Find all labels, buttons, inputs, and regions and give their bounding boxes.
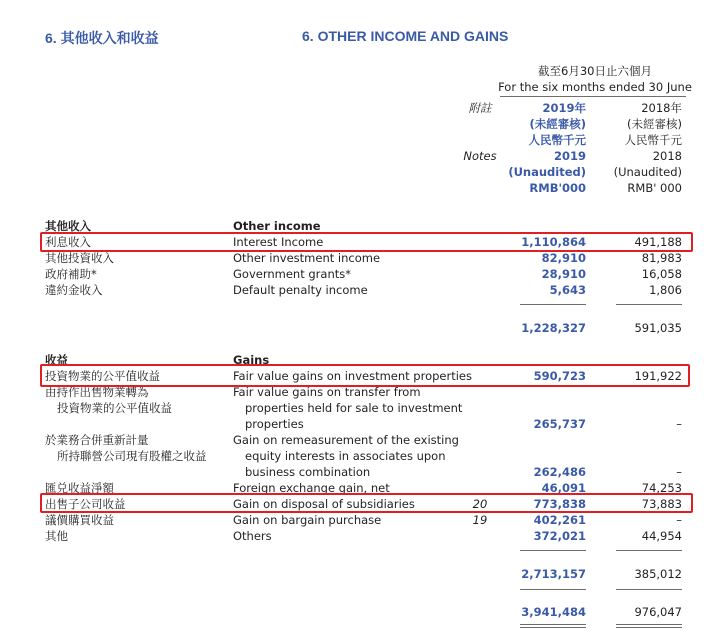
- double-rule-2019-b: [520, 627, 586, 628]
- row-value-2019: 372,021: [533, 529, 586, 543]
- col2019-unaudited-en: (Unaudited): [508, 165, 586, 179]
- col2018-currency-en: RMB' 000: [627, 181, 682, 195]
- double-rule-2018-b: [616, 627, 682, 628]
- col2018-currency-zh: 人民幣千元: [624, 133, 682, 147]
- row-en: Other investment income: [233, 251, 381, 265]
- col2018-year-zh: 2018年: [641, 101, 682, 115]
- row-value-2019: 262,486: [533, 465, 586, 479]
- subtotal-rule-2018: [616, 550, 682, 551]
- total-rule-2019: [520, 589, 586, 590]
- row-value-2019: 402,261: [533, 513, 586, 527]
- col2018-unaudited-en: (Unaudited): [613, 165, 682, 179]
- row-zh: 政府補助*: [45, 267, 97, 281]
- row-value-2018: 191,922: [634, 369, 682, 383]
- highlight-box-interest-income: [40, 232, 693, 252]
- section-title-zh: 6. 其他收入和收益: [45, 30, 159, 46]
- row-zh-cont: 投資物業的公平值收益: [57, 401, 172, 415]
- period-zh: 截至6月30日止六個月: [538, 64, 652, 78]
- row-zh: 其他投資收入: [45, 251, 114, 265]
- grand-total-2019: 3,941,484: [521, 605, 586, 619]
- subtotal-rule-2018: [616, 304, 682, 305]
- highlight-box-disposal-gain: [40, 493, 693, 513]
- row-en-cont: properties held for sale to investment: [245, 401, 463, 415]
- highlight-box-fair-value-gains: [40, 364, 690, 387]
- row-zh: 匯兑收益淨額: [45, 481, 114, 495]
- col2019-year-zh: 2019年: [542, 101, 586, 115]
- row-zh: 出售子公司收益: [45, 497, 126, 511]
- row-value-2019: 5,643: [549, 283, 586, 297]
- col2018-year-en: 2018: [652, 149, 682, 163]
- gains-subtotal-2019: 2,713,157: [521, 567, 586, 581]
- row-value-2019: 773,838: [533, 497, 586, 511]
- row-en-cont: business combination: [245, 465, 371, 479]
- other-income-subtotal-2019: 1,228,327: [521, 321, 586, 335]
- notes-header-en: Notes: [463, 149, 497, 163]
- row-en: Gain on bargain purchase: [233, 513, 382, 527]
- row-value-2019: 82,910: [541, 251, 586, 265]
- row-en-cont: equity interests in associates upon: [245, 449, 446, 463]
- other-income-subtotal-2018: 591,035: [634, 321, 682, 335]
- row-value-2019: 265,737: [533, 417, 586, 431]
- row-value-2018: 81,983: [641, 251, 682, 265]
- subtotal-rule-2019: [520, 550, 586, 551]
- col2019-currency-en: RMB'000: [529, 181, 586, 195]
- row-note-ref: 19: [472, 513, 488, 527]
- row-zh: 由持作出售物業轉為: [45, 385, 149, 399]
- row-value-2018: –: [676, 417, 682, 431]
- row-zh: 利息收入: [45, 235, 91, 249]
- row-value-2019: 590,723: [533, 369, 586, 383]
- col2018-unaudited-zh: (未經審核): [627, 117, 682, 131]
- row-zh: 投資物業的公平值收益: [45, 369, 160, 383]
- double-rule-2019-a: [520, 624, 586, 625]
- row-en: Fair value gains on investment properties: [233, 369, 472, 383]
- gains-subtotal-2018: 385,012: [634, 567, 682, 581]
- gains-heading-zh: 收益: [45, 353, 68, 367]
- col2019-unaudited-zh: (未經審核): [529, 117, 586, 131]
- row-en: Interest Income: [233, 235, 324, 249]
- row-note-ref: 20: [472, 497, 488, 511]
- row-value-2018: 491,188: [634, 235, 682, 249]
- row-zh: 違約金收入: [45, 283, 103, 297]
- col2019-year-en: 2019: [553, 149, 586, 163]
- row-en: Government grants*: [233, 267, 351, 281]
- other-income-heading-en: Other income: [233, 219, 321, 233]
- period-en: For the six months ended 30 June: [498, 80, 692, 94]
- double-rule-2018-a: [616, 624, 682, 625]
- row-en: Gain on disposal of subsidiaries: [233, 497, 415, 511]
- row-value-2018: 16,058: [641, 267, 682, 281]
- row-en-cont: properties: [245, 417, 304, 431]
- row-value-2018: 73,883: [641, 497, 682, 511]
- row-value-2018: –: [676, 465, 682, 479]
- row-value-2018: 44,954: [641, 529, 682, 543]
- gains-heading-en: Gains: [233, 353, 270, 367]
- row-value-2019: 46,091: [541, 481, 586, 495]
- row-en: Others: [233, 529, 272, 543]
- grand-total-2018: 976,047: [634, 605, 682, 619]
- notes-header-zh: 附註: [468, 101, 492, 115]
- row-en: Foreign exchange gain, net: [233, 481, 390, 495]
- other-income-heading-zh: 其他收入: [45, 219, 91, 233]
- row-value-2018: 74,253: [641, 481, 682, 495]
- row-en: Fair value gains on transfer from: [233, 385, 421, 399]
- row-en: Gain on remeasurement of the existing: [233, 433, 459, 447]
- row-value-2018: –: [676, 513, 682, 527]
- row-value-2019: 28,910: [541, 267, 586, 281]
- total-rule-2018: [616, 589, 682, 590]
- period-underline: [500, 96, 686, 97]
- row-value-2018: 1,806: [649, 283, 682, 297]
- row-zh: 於業務合併重新計量: [45, 433, 149, 447]
- subtotal-rule-2019: [520, 304, 586, 305]
- col2019-currency-zh: 人民幣千元: [528, 133, 586, 147]
- row-zh: 其他: [45, 529, 68, 543]
- row-zh: 議價購買收益: [45, 513, 114, 527]
- section-title-en: 6. OTHER INCOME AND GAINS: [302, 28, 509, 44]
- row-en: Default penalty income: [233, 283, 368, 297]
- row-zh-cont: 所持聯營公司現有股權之收益: [57, 449, 207, 463]
- row-value-2019: 1,110,864: [521, 235, 586, 249]
